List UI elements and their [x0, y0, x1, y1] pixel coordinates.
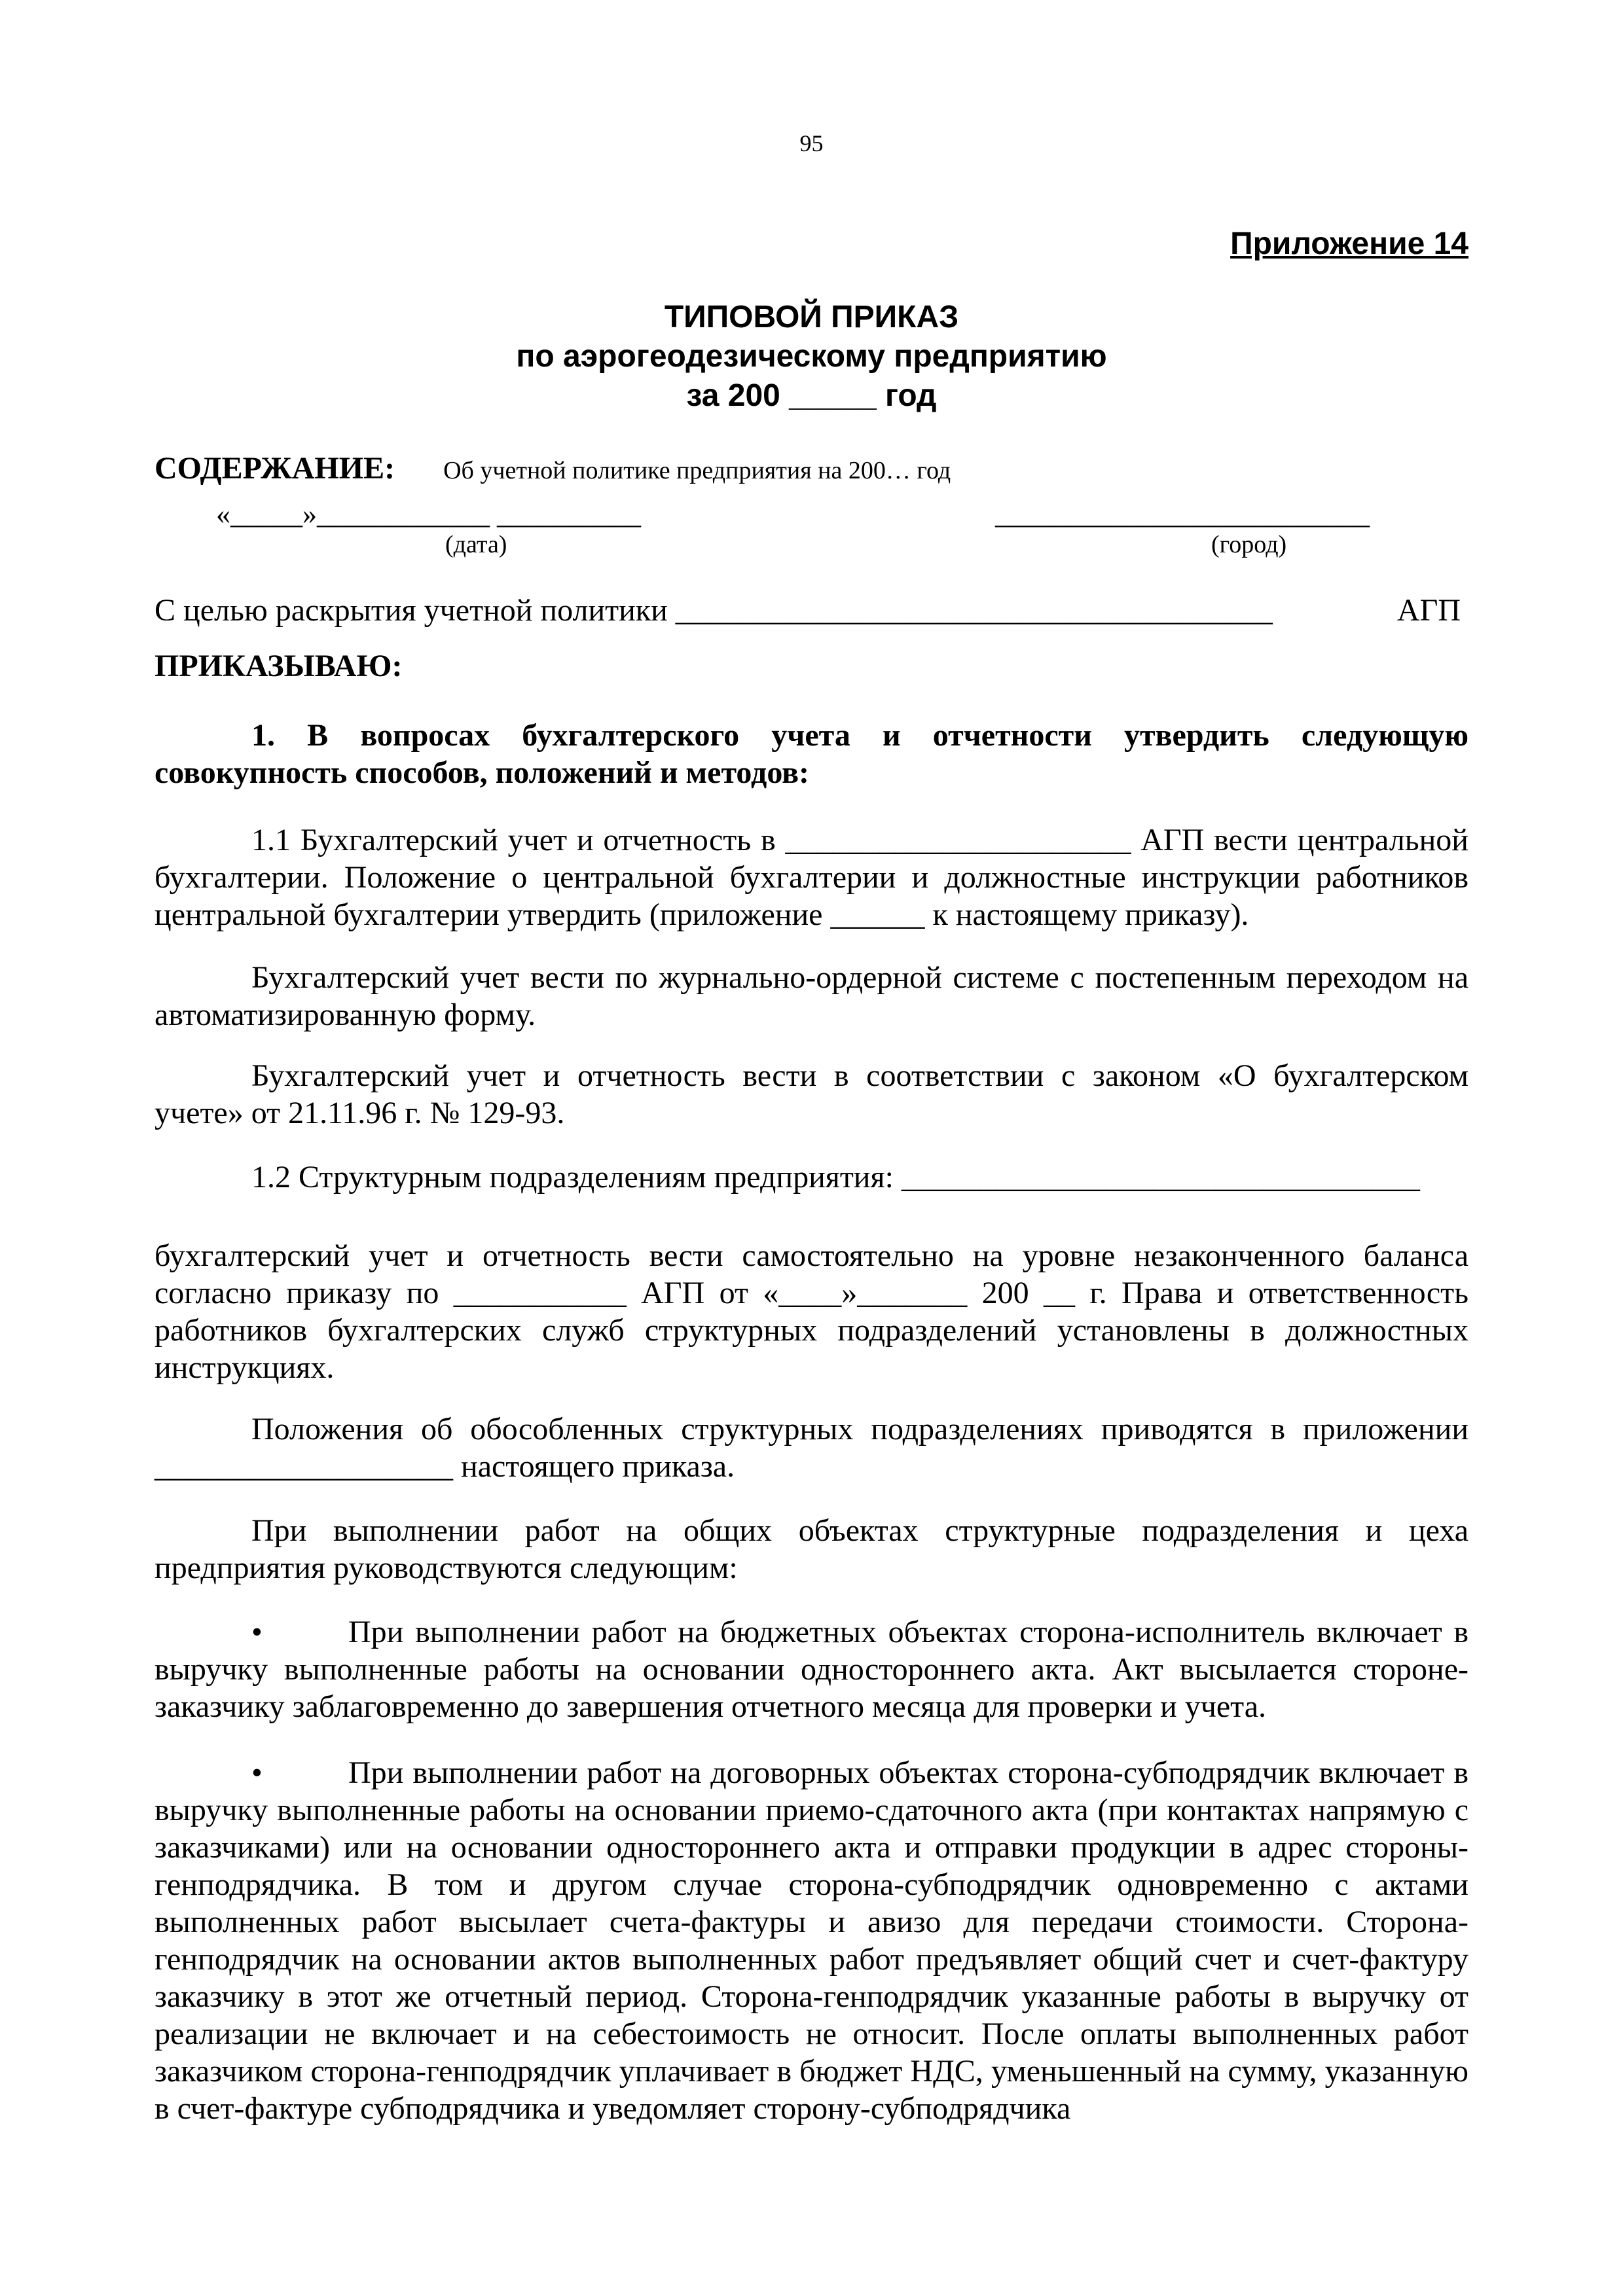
paragraph-law: Бухгалтерский учет и отчетность вести в соответствии с законом «О бухгалтерском учете» от 21.11.96 г. № 129-93.: [155, 1058, 1468, 1130]
section-1-heading-block: [155, 717, 1468, 791]
appendix-label: Приложение 14: [1230, 226, 1468, 261]
paragraph-1-2: 1.2 Структурным подразделениям предприятия: _________________________________: [251, 1160, 1420, 1194]
bullet-icon: •: [251, 1755, 263, 1790]
bullet-2-text: При выполнении работ на договорных объектах сторона-субподрядчик включает в выручку выполненные работы на основании приемо-сдаточного акта (при контактах напрямую с заказчиками) или на основании одностороннего акта и отправки продукции в адрес стороны-генподрядчика. В том и другом случае сторона-субподрядчик одновременно с актами выполненных работ высылает счета-фактуры и авизо для передачи стоимости. Сторона-генподрядчик на основании актов выполненных работ предъявляет общий счет и счет-фактуру заказчику в этот же отчетный период. Сторона-генподрядчик указанные работы в выручку от реализации не включает и на себестоимость не относит. После оплаты выполненных работ заказчиком сторона-генподрядчик уплачивает в бюджет НДС, уменьшенный на сумму, указанную в счет-фактуре субподрядчика и уведомляет сторону-субподрядчика: [155, 1755, 1468, 2126]
bullet-1-text: При выполнении работ на бюджетных объектах сторона-исполнитель включает в выручку выполненные работы на основании одностороннего акта. Акт высылается стороне-заказчику заблаговременно до завершения отчетного месяца для проверки и учета.: [155, 1615, 1468, 1724]
title-line-1: ТИПОВОЙ ПРИКАЗ: [664, 300, 959, 334]
page-number: 95: [799, 130, 824, 156]
document-title: [0, 298, 1623, 416]
paragraph-independent-block: [155, 1237, 1468, 1386]
paragraph-independent: бухгалтерский учет и отчетность вести самостоятельно на уровне незаконченного баланса согласно приказу по ___________ АГП от «____»_______ 200 __ г. Права и ответственность работников бухгалтерских служб структурных подразделений установлены в должностных инструкциях.: [155, 1238, 1468, 1385]
content-row: [155, 450, 951, 486]
bullet-icon: •: [251, 1615, 263, 1649]
bullet-item-2: [155, 1754, 1468, 2127]
paragraph-separate-block: [155, 1410, 1468, 1485]
city-blank-line: __________________________: [995, 498, 1370, 530]
bullet-2-block: [155, 1754, 1468, 2127]
paragraph-common: При выполнении работ на общих объектах структурные подразделения и цеха предприятия руководствуются следующим:: [155, 1513, 1468, 1585]
bullet-item-1: [155, 1613, 1468, 1725]
paragraph-journal-block: [155, 959, 1468, 1033]
content-label: СОДЕРЖАНИЕ:: [155, 451, 395, 486]
title-line-3: за 200 _____ год: [686, 378, 937, 413]
date-blank-line: «_____»____________ __________: [216, 498, 641, 530]
city-caption: (город): [1211, 531, 1287, 558]
order-word: ПРИКАЗЫВАЮ:: [155, 649, 403, 683]
purpose-suffix: АГП: [1396, 593, 1461, 628]
paragraph-common-block: [155, 1512, 1468, 1587]
paragraph-1-2-block: [155, 1158, 1468, 1196]
section-1-heading: 1. В вопросах бухгалтерского учета и отчетности утвердить следующую совокупность способов, положений и методов:: [155, 718, 1468, 790]
purpose-line: [155, 592, 1461, 628]
paragraph-separate: Положения об обособленных структурных подразделениях приводятся в приложении ___________________ настоящего приказа.: [155, 1412, 1468, 1484]
purpose-text: С целью раскрытия учетной политики ______________________________________: [155, 593, 1273, 628]
content-text: Об учетной политике предприятия на 200… год: [443, 457, 951, 484]
bullet-1-block: [155, 1613, 1468, 1725]
date-caption: (дата): [445, 531, 507, 558]
title-line-2: по аэрогеодезическому предприятию: [516, 339, 1107, 374]
paragraph-journal: Бухгалтерский учет вести по журнально-ордерной системе с постепенным переходом на автоматизированную форму.: [155, 960, 1468, 1032]
paragraph-1-1-block: [155, 821, 1468, 933]
paragraph-law-block: [155, 1057, 1468, 1132]
paragraph-1-1: 1.1 Бухгалтерский учет и отчетность в ______________________ АГП вести центральной бухгалтерии. Положение о центральной бухгалтерии и должностные инструкции работников центральной бухгалтерии утвердить (приложение ______ к настоящему приказу).: [155, 823, 1468, 932]
